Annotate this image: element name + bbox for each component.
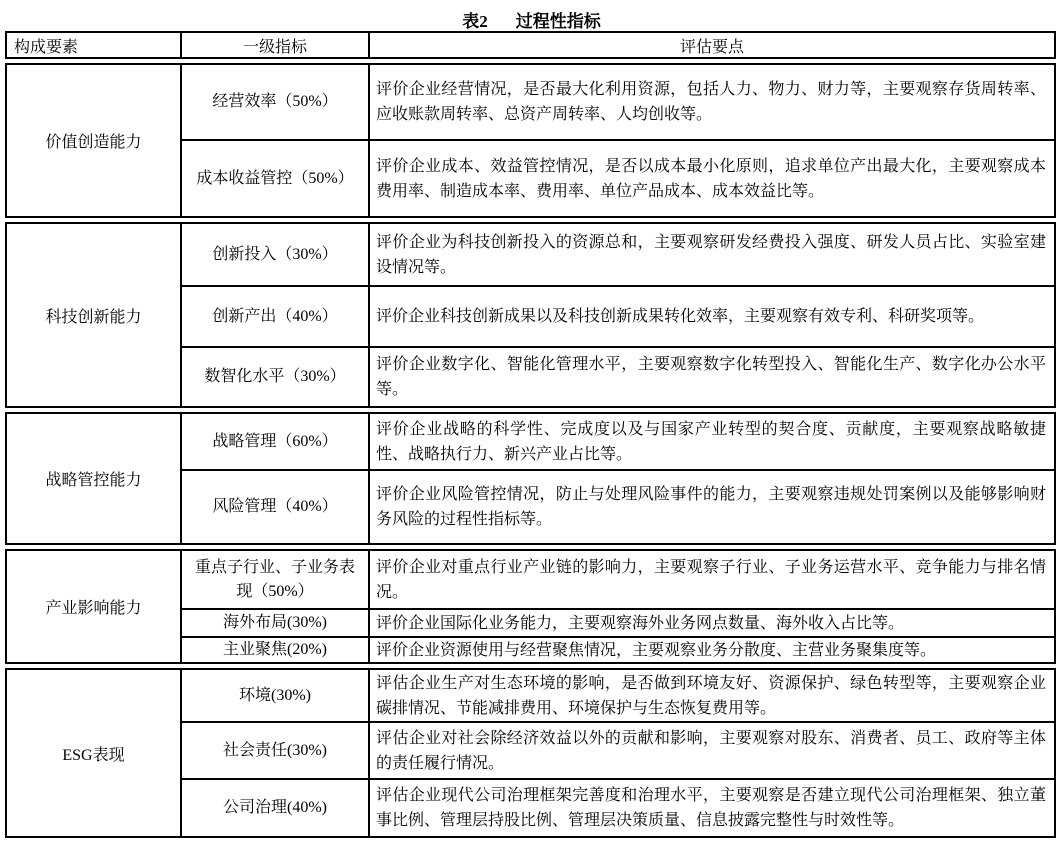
points-cell: 评价企业成本、效益管控情况，是否以成本最小化原则，追求单位产出最大化，主要观察成本费用率、制造成本率、费用率、单位产品成本、成本效益比等。 [376,157,1046,200]
indicator-cell: 公司治理(40%) [182,780,370,836]
table-header-row [5,31,1056,59]
table-row [182,65,1054,141]
points-cell: 评估企业现代公司治理框架完善度和治理水平，主要观察是否建立现代公司治理框架、独立董事比例、管理层持股比例、管理层决策质量、信息披露完整性与时效性等。 [376,787,1046,829]
points-cell: 评价企业资源使用与经营聚焦情况，主要观察业务分散度、主营业务聚集度等。 [376,641,937,659]
table-title [0,0,1063,31]
indicator-cell: 成本收益管控（50%） [182,141,370,216]
section-esg [5,668,1056,838]
header-indicator: 一级指标 [182,33,370,57]
indicator-cell: 海外布局(30%) [182,610,370,636]
indicator-cell: 重点子行业、子业务表现（50%） [182,551,370,608]
indicator-cell: 社会责任(30%) [182,723,370,778]
table-row [182,723,1054,780]
section-tech-innovation [5,222,1056,408]
table-row [182,638,1054,662]
element-cell: ESG表现 [7,670,182,836]
points-cell: 评价企业科技创新成果以及科技创新成果转化效率，主要观察有效专利、科研奖项等。 [376,308,985,325]
element-cell: 战略管控能力 [7,414,182,543]
points-cell: 评价企业对重点行业产业链的影响力，主要观察子行业、子业务运营水平、竞争能力与排名情况。 [376,558,1046,601]
indicator-cell: 风险管理（40%） [182,471,370,543]
element-cell: 科技创新能力 [7,224,182,406]
points-cell: 评价企业为科技创新投入的资源总和，主要观察研发经费投入强度、研发人员占比、实验室建设情况等。 [376,233,1046,276]
table-row [182,471,1054,543]
points-cell: 评估企业对社会除经济效益以外的贡献和影响，主要观察对股东、消费者、员工、政府等主体的责任履行情况。 [376,729,1046,772]
indicator-cell: 主业聚焦(20%) [182,638,370,662]
table-row [182,224,1054,287]
table-row [182,551,1054,610]
table-row [182,287,1054,348]
section-strategy-control [5,412,1056,545]
points-cell: 评价企业国际化业务能力，主要观察海外业务网点数量、海外收入占比等。 [376,614,905,632]
section-value-creation [5,63,1056,218]
points-cell: 评估企业生产对生态环境的影响，是否做到环境友好、资源保护、绿色转型等，主要观察企业碳排情况、节能减排费用、环境保护与生态恢复费用等。 [376,674,1046,717]
points-cell: 评价企业风险管控情况，防止与处理风险事件的能力，主要观察违规处罚案例以及能够影响财务风险的过程性指标等。 [376,486,1046,528]
process-indicators-table [5,31,1056,838]
element-cell: 价值创造能力 [7,65,182,216]
table-row [182,141,1054,216]
points-cell: 评价企业经营情况，是否最大化利用资源，包括人力、物力、财力等，主要观察存货周转率、应收账款周转率、总资产周转率、人均创收等。 [376,81,1046,123]
points-cell: 评价企业数字化、智能化管理水平，主要观察数字化转型投入、智能化生产、数字化办公水平等。 [376,356,1046,398]
section-industry-influence [5,549,1056,664]
table-number: 表2 [462,12,488,31]
indicator-cell: 创新产出（40%） [182,287,370,346]
table-row [182,670,1054,723]
header-element: 构成要素 [7,33,182,57]
indicator-cell: 经营效率（50%） [182,65,370,139]
indicator-cell: 创新投入（30%） [182,224,370,285]
table-title-text: 过程性指标 [515,12,601,31]
indicator-cell: 环境(30%) [182,670,370,721]
table-row [182,414,1054,471]
indicator-cell: 数智化水平（30%） [182,348,370,406]
table-row [182,348,1054,406]
table-row [182,610,1054,638]
table-row [182,780,1054,836]
element-cell: 产业影响能力 [7,551,182,662]
header-points: 评估要点 [679,38,744,56]
points-cell: 评价企业战略的科学性、完成度以及与国家产业转型的契合度、贡献度，主要观察战略敏捷性、战略执行力、新兴产业占比等。 [376,420,1046,463]
indicator-cell: 战略管理（60%） [182,414,370,469]
